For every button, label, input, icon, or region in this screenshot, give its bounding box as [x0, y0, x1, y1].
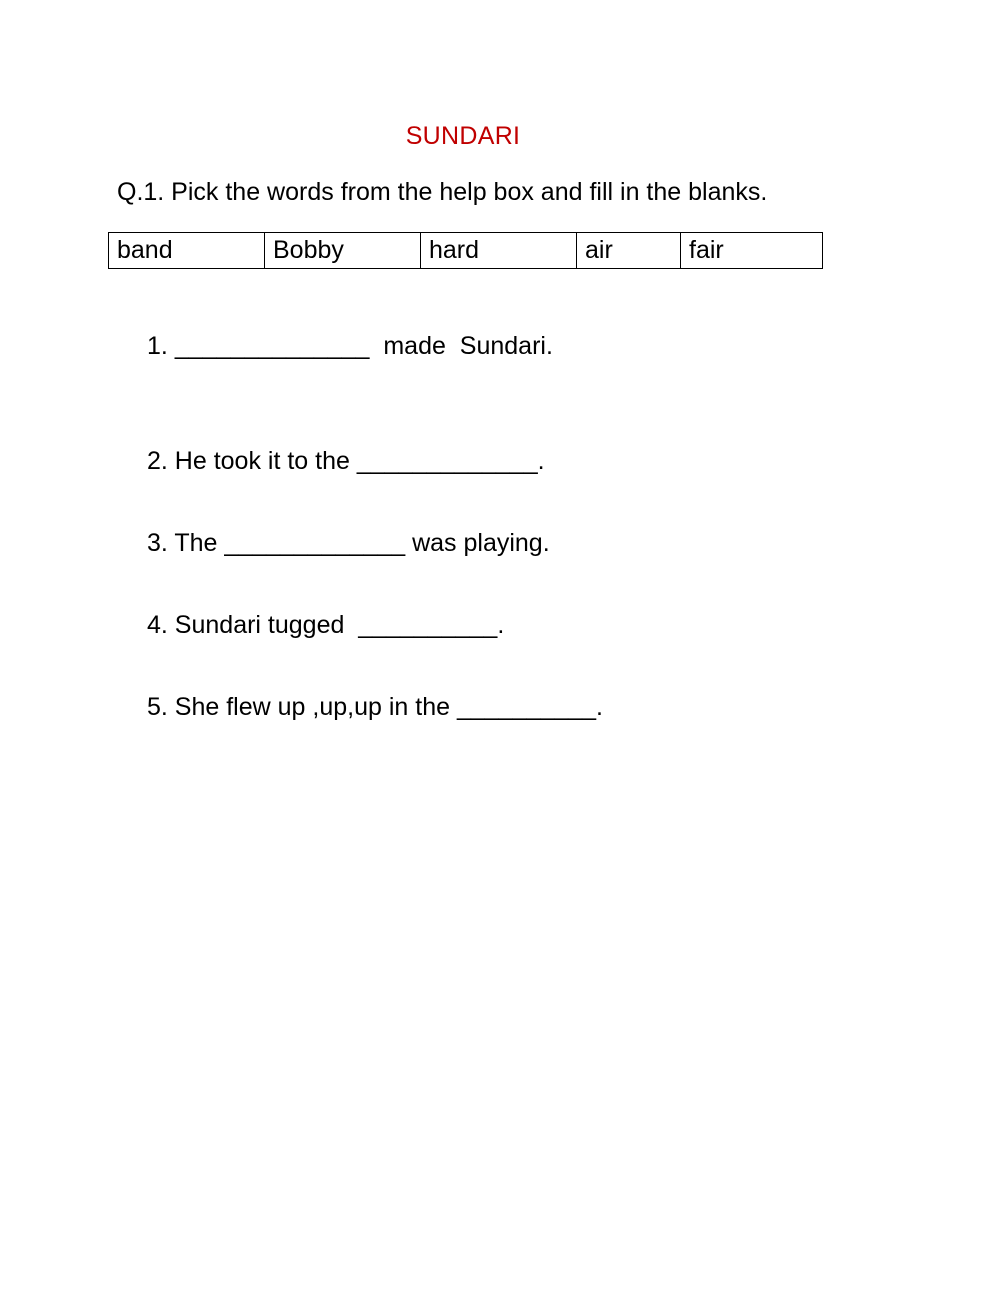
help-box-row	[109, 233, 823, 269]
answer-blank[interactable]: __________	[456, 693, 596, 721]
item-number: 3.	[147, 529, 168, 557]
item-text-after: .	[537, 447, 545, 475]
worksheet-title: SUNDARI	[405, 122, 521, 150]
fill-in-item-3	[147, 529, 550, 558]
answer-blank[interactable]: __________	[358, 611, 498, 639]
item-text-before: She flew up ,up,up in the	[167, 693, 457, 721]
question-instruction: Q.1. Pick the words from the help box and fill in the blanks.	[117, 178, 768, 206]
item-text-after: .	[497, 611, 505, 639]
item-text-after: made Sundari.	[369, 332, 553, 360]
help-word-cell: hard	[421, 233, 577, 269]
answer-blank[interactable]: ______________	[174, 332, 370, 360]
answer-blank[interactable]: _____________	[356, 447, 538, 475]
item-text-before: Sundari tugged	[167, 611, 359, 639]
help-word-cell: fair	[681, 233, 823, 269]
item-text-after: .	[596, 693, 603, 721]
fill-in-item-5	[147, 693, 603, 722]
item-number: 2.	[147, 447, 168, 475]
item-text-after: was playing.	[405, 529, 550, 557]
item-number: 4.	[147, 611, 168, 639]
fill-in-item-4	[147, 611, 504, 640]
answer-blank[interactable]: _____________	[224, 529, 406, 557]
help-word-cell: band	[109, 233, 265, 269]
item-text-before	[168, 332, 175, 360]
item-text-before: The	[167, 529, 225, 557]
item-number: 5.	[147, 693, 168, 721]
help-word-cell: air	[577, 233, 681, 269]
item-number: 1.	[147, 332, 168, 360]
fill-in-item-1	[147, 332, 553, 361]
fill-in-item-2	[147, 447, 545, 476]
help-word-cell: Bobby	[265, 233, 421, 269]
help-box-table	[108, 232, 823, 269]
item-text-before: He took it to the	[167, 447, 357, 475]
